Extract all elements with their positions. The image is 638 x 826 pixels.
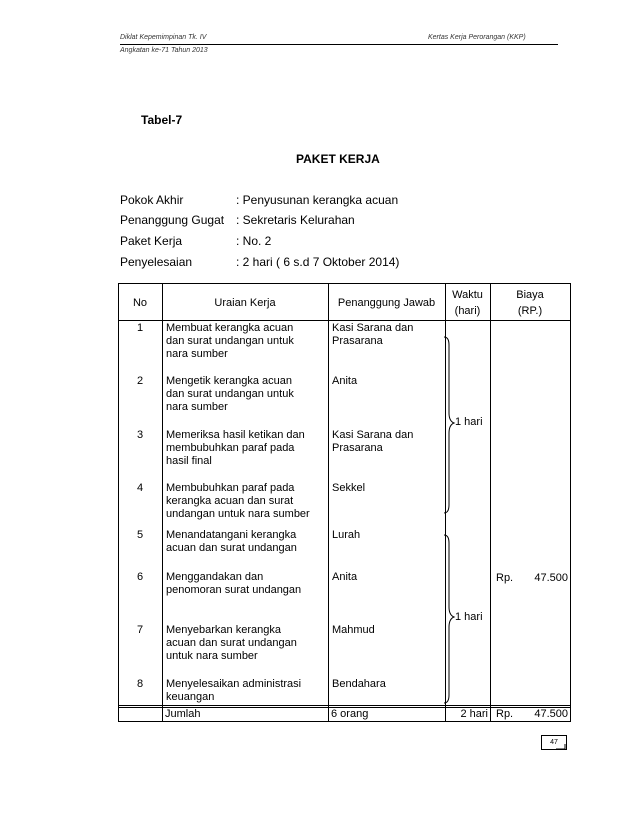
row-penanggung-line: Anita — [332, 375, 358, 387]
col-header-no: No — [132, 297, 148, 309]
col-border-4 — [490, 283, 491, 722]
info-label-pokok: Pokok Akhir — [120, 193, 184, 207]
page-number: 47 — [541, 735, 567, 750]
row-no: 3 — [136, 429, 144, 441]
row-uraian-line: Membubuhkan paraf pada — [166, 482, 295, 494]
table-label: Tabel-7 — [141, 113, 183, 127]
col-border-5 — [570, 283, 571, 722]
table-header-border — [118, 320, 571, 321]
col-border-1 — [162, 283, 163, 722]
table-bottom-border — [118, 721, 571, 722]
biaya-amount: 47.500 — [534, 572, 568, 584]
row-uraian-line: Menyelesaikan administrasi — [166, 678, 302, 690]
row-no: 1 — [136, 322, 144, 334]
row-uraian-line: kerangka acuan dan surat — [166, 495, 294, 507]
table-top-border — [118, 283, 571, 284]
row-uraian-line: nara sumber — [166, 401, 228, 413]
col-header-biaya: Biaya — [516, 289, 544, 301]
row-penanggung-line: Bendahara — [332, 678, 386, 690]
row-penanggung-line: Prasarana — [332, 335, 383, 347]
row-penanggung-line: Lurah — [332, 529, 361, 541]
row-uraian-line: Mengetik kerangka acuan — [166, 375, 292, 387]
row-uraian-line: penomoran surat undangan — [166, 584, 302, 596]
col-header-uraian: Uraian Kerja — [214, 297, 276, 309]
col-header-biaya-unit: (RP.) — [517, 305, 543, 317]
row-penanggung-line: Anita — [332, 571, 358, 583]
row-uraian-line: acuan dan surat undangan — [166, 542, 297, 554]
info-value-pokok: : Penyusunan kerangka acuan — [236, 193, 399, 207]
footer-amount: 47.500 — [534, 708, 568, 720]
page-fold-icon — [556, 744, 568, 756]
row-penanggung-line: Kasi Sarana dan — [332, 429, 414, 441]
header-divider — [120, 44, 558, 45]
row-uraian-line: undangan untuk nara sumber — [166, 508, 310, 520]
row-no: 4 — [136, 482, 144, 494]
waktu-group-2: 1 hari — [455, 611, 483, 623]
col-header-waktu-unit: (hari) — [454, 305, 481, 317]
col-border-2 — [328, 283, 329, 722]
footer-pj: 6 orang — [331, 708, 369, 720]
footer-currency: Rp. — [496, 708, 514, 720]
waktu-group-1: 1 hari — [455, 416, 483, 428]
col-header-waktu: Waktu — [452, 289, 483, 301]
row-no: 6 — [136, 571, 144, 583]
row-penanggung-line: Prasarana — [332, 442, 383, 454]
info-value-penanggung: : Sekretaris Kelurahan — [236, 213, 355, 227]
row-no: 5 — [136, 529, 144, 541]
row-penanggung-line: Mahmud — [332, 624, 375, 636]
row-no: 8 — [136, 678, 144, 690]
info-label-penyelesaian: Penyelesaian — [120, 255, 193, 269]
row-uraian-line: keuangan — [166, 691, 215, 703]
info-label-paket: Paket Kerja — [120, 234, 183, 248]
row-uraian-line: Memeriksa hasil ketikan dan — [166, 429, 305, 441]
row-uraian-line: Membuat kerangka acuan — [166, 322, 294, 334]
row-uraian-line: dan surat undangan untuk — [166, 335, 294, 347]
row-uraian-line: acuan dan surat undangan — [166, 637, 297, 649]
header-left-line1: Diklat Kepemimpinan Tk. IV — [120, 34, 207, 41]
col-header-penanggung: Penanggung Jawab — [337, 297, 436, 309]
info-label-penanggung: Penanggung Gugat — [120, 213, 225, 227]
info-value-penyelesaian: : 2 hari ( 6 s.d 7 Oktober 2014) — [236, 255, 400, 269]
row-no: 7 — [136, 624, 144, 636]
row-uraian-line: Menggandakan dan — [166, 571, 264, 583]
row-penanggung-line: Kasi Sarana dan — [332, 322, 414, 334]
row-uraian-line: Menyebarkan kerangka — [166, 624, 281, 636]
row-uraian-line: untuk nara sumber — [166, 650, 258, 662]
header-right: Kertas Kerja Perorangan (KKP) — [428, 34, 526, 41]
footer-waktu: 2 hari — [460, 708, 488, 720]
row-no: 2 — [136, 375, 144, 387]
row-uraian-line: membubuhkan paraf pada — [166, 442, 295, 454]
table-footer-top-border — [118, 705, 571, 706]
row-penanggung-line: Sekkel — [332, 482, 366, 494]
row-uraian-line: Menandatangani kerangka — [166, 529, 297, 541]
biaya-currency: Rp. — [496, 572, 514, 584]
col-border-0 — [118, 283, 119, 722]
header-left-line2: Angkatan ke-71 Tahun 2013 — [120, 47, 208, 54]
row-uraian-line: dan surat undangan untuk — [166, 388, 294, 400]
row-uraian-line: hasil final — [166, 455, 212, 467]
row-uraian-line: nara sumber — [166, 348, 228, 360]
page-title: PAKET KERJA — [296, 152, 380, 166]
footer-label: Jumlah — [165, 708, 201, 720]
info-value-paket: : No. 2 — [236, 234, 272, 248]
